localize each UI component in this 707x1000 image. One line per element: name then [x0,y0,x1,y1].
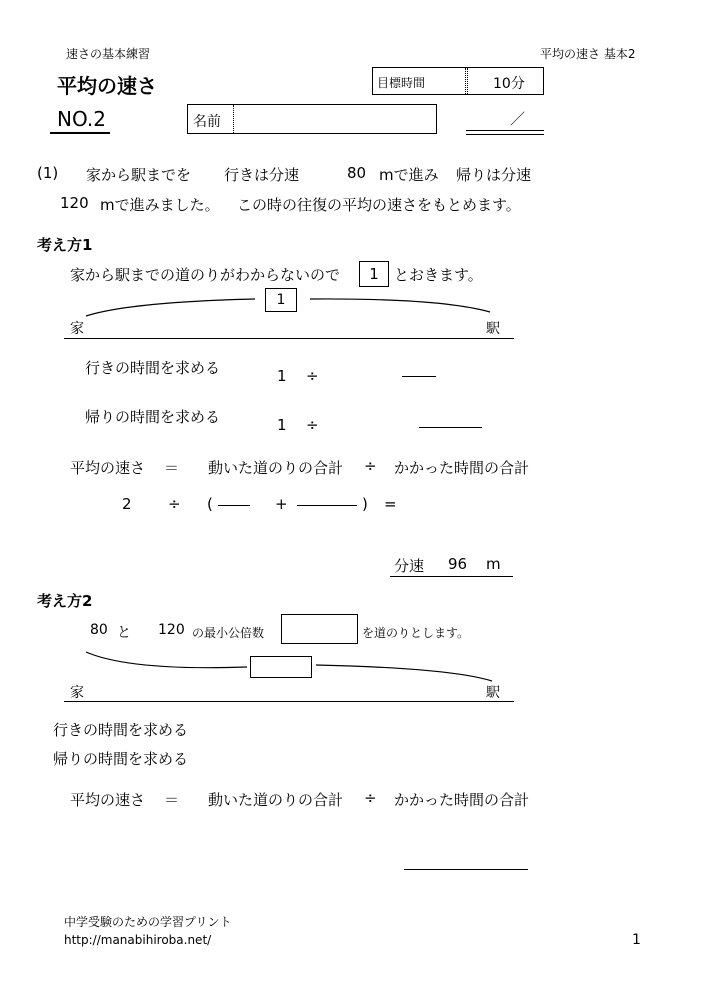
speed-return: 120 [60,194,89,212]
method1-intro: 家から駅までの道のりがわからないので [70,266,341,284]
go-dividend: 1 [277,367,287,385]
method1-heading: 考え方1 [37,236,93,254]
return-time-label: 帰りの時間を求める [85,408,221,426]
lcm-and: と [117,625,131,641]
lcm-number-1: 80 [90,622,108,638]
method1-intro-after: とおきます。 [394,266,483,284]
calc-plus: + [275,495,288,513]
return-answer-blank [419,427,482,428]
home-label: 家 [70,321,84,337]
go-time-label: 行きの時間を求める [85,359,221,377]
method2-formula-distance: 動いた道のりの合計 [208,791,344,809]
calc-equals: = [384,495,397,513]
method1-baseline [64,338,514,339]
problem-text-1b: 行きは分速 [224,166,300,184]
go-answer-blank [402,376,436,377]
go-operator: ÷ [306,367,319,385]
answer-prefix: 分速 [394,557,425,575]
calc-divide: ÷ [168,495,181,513]
footer-site-name: 中学受験のための学習プリント [64,915,232,929]
footer-url[interactable]: http://manabihiroba.net/ [64,933,212,947]
worksheet-code: 平均の速さ 基本2 [540,47,636,61]
segment-value-box: 1 [265,288,297,312]
lcm-after: を道のりとします。 [362,626,470,640]
lcm-label: の最小公倍数 [192,626,265,640]
problem-text-1d: 帰りは分速 [456,166,532,184]
problem-text-1a: 家から駅までを [86,166,192,184]
method2-baseline [64,701,514,702]
calc-two: 2 [122,495,132,513]
station-label: 駅 [486,321,500,337]
assumed-distance-box: 1 [359,261,389,287]
page-title: 平均の速さ [57,74,157,98]
answer-value: 96 [448,555,468,573]
problem-text-1c: mで進み [379,166,439,184]
method2-answer-line [404,869,528,870]
formula-operator: ÷ [364,457,377,475]
formula-equals: ＝ [164,459,180,477]
name-label: 名前 [193,114,221,130]
problem-number: (1) [37,164,59,182]
method2-formula-lhs: 平均の速さ [70,791,146,809]
answer-underline [390,576,513,577]
method2-go-label: 行きの時間を求める [53,721,189,739]
series-title: 速さの基本練習 [66,47,151,61]
calc-close-paren: ) [362,495,368,513]
method2-formula-equals: ＝ [164,791,180,809]
method2-heading: 考え方2 [37,592,93,610]
lcm-number-2: 120 [158,622,185,638]
method2-formula-time: かかった時間の合計 [394,791,530,809]
worksheet-number: NO.2 [57,107,106,131]
speed-go: 80 [347,164,367,182]
method2-station-label: 駅 [486,685,500,701]
lcm-answer-box[interactable] [281,614,358,644]
formula-lhs: 平均の速さ [70,459,146,477]
calc-blank-2 [297,505,357,506]
answer-unit: m [486,555,501,573]
page-number: 1 [632,932,641,948]
formula-distance: 動いた道のりの合計 [208,459,344,477]
return-dividend: 1 [277,416,287,434]
method2-segment-box[interactable] [250,656,312,678]
score-slash: ／ [510,110,526,128]
problem-text-2a: mで進みました。 [100,196,220,214]
method2-return-label: 帰りの時間を求める [53,750,189,768]
target-time-value: 10分 [493,76,525,92]
calc-blank-1 [218,505,250,506]
calc-open-paren: ( [207,495,213,513]
problem-text-2b: この時の往復の平均の速さをもとめます。 [237,196,521,214]
return-operator: ÷ [306,416,319,434]
formula-time: かかった時間の合計 [394,459,530,477]
method2-formula-operator: ÷ [364,789,377,807]
target-time-label: 目標時間 [377,76,426,90]
method2-home-label: 家 [70,685,84,701]
